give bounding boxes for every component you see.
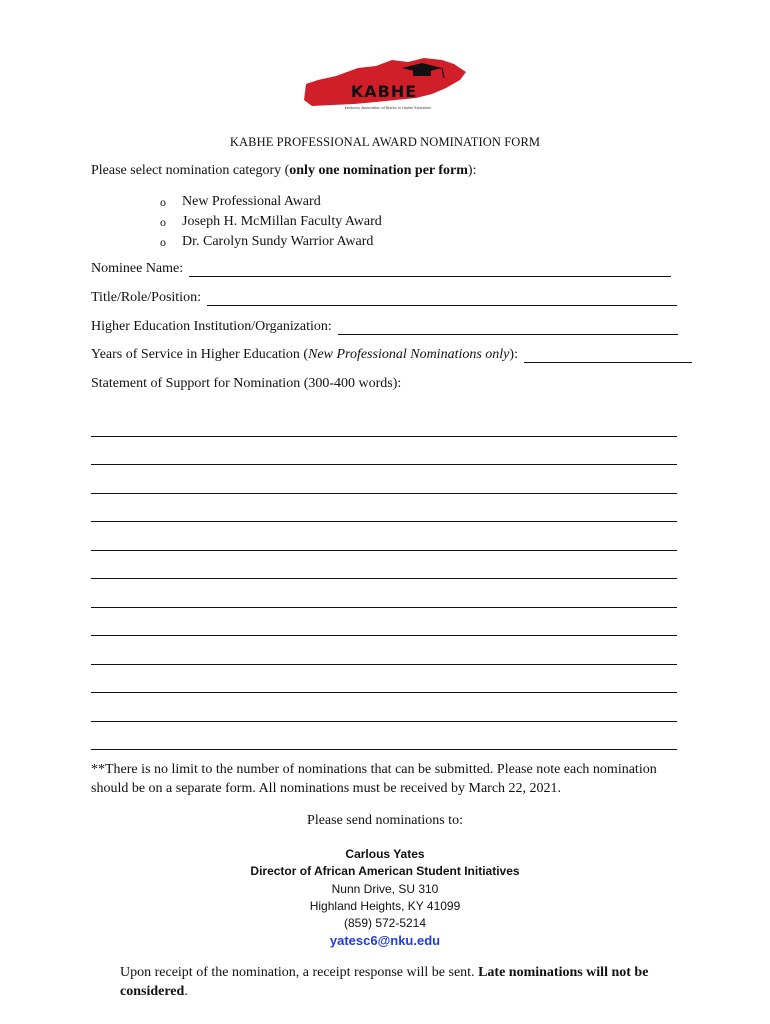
contact-email-link[interactable]: yatesc6@nku.edu bbox=[329, 933, 441, 949]
statement-label: Statement of Support for Nomination (300-400 words): bbox=[91, 376, 402, 391]
option-label: Joseph H. McMillan Faculty Award bbox=[182, 214, 382, 229]
category-prompt: Please select nomination category (only one nomination per form): bbox=[91, 163, 477, 178]
statement-line[interactable] bbox=[91, 636, 677, 665]
option-bullet: o bbox=[160, 214, 166, 229]
nominee-name-input[interactable] bbox=[189, 262, 671, 277]
kabhe-logo bbox=[296, 54, 472, 112]
statement-line[interactable] bbox=[91, 465, 677, 494]
nominee-name-field bbox=[91, 261, 671, 277]
contact-role: Director of African American Student Initiatives bbox=[250, 864, 520, 879]
years-service-input[interactable] bbox=[524, 348, 692, 363]
statement-line[interactable] bbox=[91, 579, 677, 608]
statement-line[interactable] bbox=[91, 722, 677, 751]
statement-line[interactable] bbox=[91, 494, 677, 523]
statement-line[interactable] bbox=[91, 551, 677, 580]
send-to-heading: Please send nominations to: bbox=[307, 813, 463, 828]
title-role-field bbox=[91, 290, 677, 306]
institution-field bbox=[91, 319, 678, 335]
contact-phone: (859) 572-5214 bbox=[343, 916, 427, 931]
option-bullet: o bbox=[160, 234, 166, 249]
option-sundy-warrior[interactable] bbox=[160, 232, 382, 252]
institution-input[interactable] bbox=[338, 320, 678, 335]
statement-line[interactable] bbox=[91, 522, 677, 551]
years-service-label: Years of Service in Higher Education (New Professional Nominations only): bbox=[91, 347, 518, 362]
option-label: New Professional Award bbox=[182, 194, 321, 209]
option-mcmillan-faculty[interactable] bbox=[160, 212, 382, 232]
logo-wordmark: KABHE bbox=[350, 82, 418, 101]
contact-street: Nunn Drive, SU 310 bbox=[331, 881, 439, 896]
receipt-note: Upon receipt of the nomination, a receipt response will be sent. Late nominations will not be considered. bbox=[120, 965, 649, 999]
category-options bbox=[160, 192, 382, 252]
statement-line[interactable] bbox=[91, 665, 677, 694]
title-role-input[interactable] bbox=[207, 291, 677, 306]
nomination-note: **There is no limit to the number of nominations that can be submitted. Please note each nomination should be on a separate form. All nominations must be received by March 22, 2021. bbox=[91, 762, 657, 796]
contact-city: Highland Heights, KY 41099 bbox=[309, 898, 461, 913]
statement-line[interactable] bbox=[91, 608, 677, 637]
logo-tagline: Kentucky Association of Blacks in Higher Education bbox=[344, 106, 432, 110]
contact-name: Carlous Yates bbox=[345, 847, 425, 861]
nominee-name-label: Nominee Name: bbox=[91, 261, 184, 276]
institution-label: Higher Education Institution/Organization: bbox=[91, 319, 332, 334]
statement-line[interactable] bbox=[91, 408, 677, 437]
contact-block bbox=[0, 846, 770, 950]
option-label: Dr. Carolyn Sundy Warrior Award bbox=[182, 234, 374, 249]
option-bullet: o bbox=[160, 194, 166, 209]
form-title: KABHE PROFESSIONAL AWARD NOMINATION FORM bbox=[229, 135, 541, 149]
years-service-field bbox=[91, 347, 692, 363]
statement-lines[interactable] bbox=[91, 408, 677, 750]
statement-line[interactable] bbox=[91, 437, 677, 466]
title-role-label: Title/Role/Position: bbox=[91, 290, 201, 305]
option-new-professional[interactable] bbox=[160, 192, 382, 212]
statement-line[interactable] bbox=[91, 693, 677, 722]
